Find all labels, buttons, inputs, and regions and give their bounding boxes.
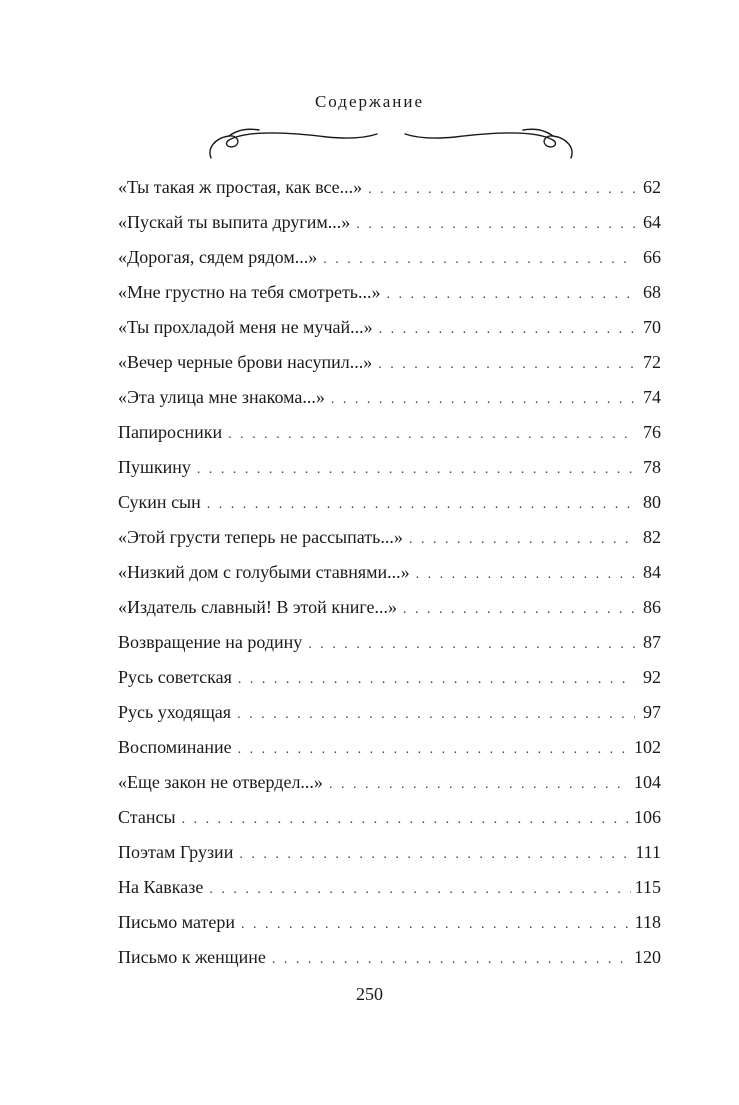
dot-leader	[239, 837, 631, 872]
toc-entry-title: Воспоминание	[118, 737, 232, 757]
toc-entry	[118, 730, 661, 765]
toc-entry-page: 66	[643, 247, 661, 267]
toc-entry	[118, 765, 661, 800]
toc-entry-page: 87	[643, 632, 661, 652]
toc-entry	[118, 380, 661, 415]
toc-entry	[118, 170, 661, 205]
dot-leader	[182, 802, 630, 837]
toc-entry-title: «Дорогая, сядем рядом...»	[118, 247, 318, 267]
ornament-divider	[207, 124, 575, 164]
toc-entry-page: 102	[634, 737, 661, 757]
dot-leader	[378, 347, 635, 382]
page-number: 250	[356, 984, 383, 1004]
toc-entry-page: 70	[643, 317, 661, 337]
toc-entry	[118, 625, 661, 660]
toc-entry-page: 68	[643, 282, 661, 302]
toc-entry	[118, 660, 661, 695]
toc-entry	[118, 695, 661, 730]
dot-leader	[403, 592, 635, 627]
toc-entry-title: «Ты прохладой меня не мучай...»	[118, 317, 373, 337]
toc-entry-page: 115	[634, 877, 661, 897]
toc-entry-page: 82	[643, 527, 661, 547]
toc-entry-title: Письмо к женщине	[118, 947, 266, 967]
toc-entry-title: «Низкий дом с голубыми ставнями...»	[118, 562, 410, 582]
toc-entry	[118, 345, 661, 380]
toc-entry-page: 97	[643, 702, 661, 722]
toc-entry-title: Папиросники	[118, 422, 223, 442]
toc-entry-title: «Издатель славный! В этой книге...»	[118, 597, 397, 617]
toc-entry-title: Пушкину	[118, 457, 191, 477]
toc-entry-title: «Эта улица мне знакома...»	[118, 387, 325, 407]
dot-leader	[272, 942, 630, 977]
toc-entry-title: Возвращение на родину	[118, 632, 303, 652]
toc-entry	[118, 415, 661, 450]
dot-leader	[329, 767, 630, 802]
page-title: Содержание	[314, 92, 425, 111]
dot-leader	[368, 172, 635, 207]
toc-entry-title: Письмо матери	[118, 912, 235, 932]
dot-leader	[387, 277, 635, 312]
toc-entry	[118, 240, 661, 275]
dot-leader	[323, 242, 635, 277]
dot-leader	[209, 872, 630, 907]
toc-entry-title: «Этой грусти теперь не рассыпать...»	[118, 527, 403, 547]
toc-entry-page: 76	[643, 422, 661, 442]
table-of-contents	[118, 170, 661, 975]
toc-entry-page: 74	[643, 387, 661, 407]
toc-entry-title: «Мне грустно на тебя смотреть...»	[118, 282, 381, 302]
toc-entry-title: Сукин сын	[118, 492, 201, 512]
toc-entry	[118, 555, 661, 590]
toc-entry-title: Русь советская	[118, 667, 232, 687]
dot-leader	[241, 907, 631, 942]
toc-entry-page: 104	[634, 772, 661, 792]
toc-entry	[118, 520, 661, 555]
toc-entry-title: Стансы	[118, 807, 176, 827]
toc-entry-title: Русь уходящая	[118, 702, 232, 722]
toc-entry-page: 106	[634, 807, 661, 827]
dot-leader	[331, 382, 635, 417]
toc-entry-title: На Кавказе	[118, 877, 204, 897]
toc-entry	[118, 800, 661, 835]
toc-entry	[118, 590, 661, 625]
dot-leader	[197, 452, 635, 487]
dot-leader	[238, 662, 635, 697]
toc-entry	[118, 275, 661, 310]
toc-entry	[118, 905, 661, 940]
dot-leader	[237, 697, 635, 732]
toc-entry-page: 78	[643, 457, 661, 477]
toc-entry-title: «Еще закон не отвердел...»	[118, 772, 323, 792]
toc-entry-page: 86	[643, 597, 661, 617]
toc-entry-page: 80	[643, 492, 661, 512]
dot-leader	[416, 557, 635, 592]
toc-entry	[118, 940, 661, 975]
toc-entry-page: 62	[643, 177, 661, 197]
toc-entry-title: «Пускай ты выпита другим...»	[118, 212, 351, 232]
toc-entry	[118, 485, 661, 520]
toc-entry-page: 111	[635, 842, 661, 862]
toc-entry-page: 120	[634, 947, 661, 967]
toc-entry-page: 84	[643, 562, 661, 582]
dot-leader	[409, 522, 635, 557]
dot-leader	[238, 732, 630, 767]
toc-entry-page: 64	[643, 212, 661, 232]
dot-leader	[207, 487, 635, 522]
toc-entry-page: 72	[643, 352, 661, 372]
toc-entry	[118, 450, 661, 485]
toc-entry	[118, 310, 661, 345]
dot-leader	[379, 312, 635, 347]
dot-leader	[228, 417, 635, 452]
toc-entry-page: 118	[634, 912, 661, 932]
toc-entry-title: «Ты такая ж простая, как все...»	[118, 177, 363, 197]
toc-entry	[118, 835, 661, 870]
toc-entry-page: 92	[643, 667, 661, 687]
toc-entry	[118, 205, 661, 240]
dot-leader	[356, 207, 635, 242]
toc-entry-title: Поэтам Грузии	[118, 842, 234, 862]
toc-entry-title: «Вечер черные брови насупил...»	[118, 352, 373, 372]
toc-entry	[118, 870, 661, 905]
dot-leader	[308, 627, 635, 662]
